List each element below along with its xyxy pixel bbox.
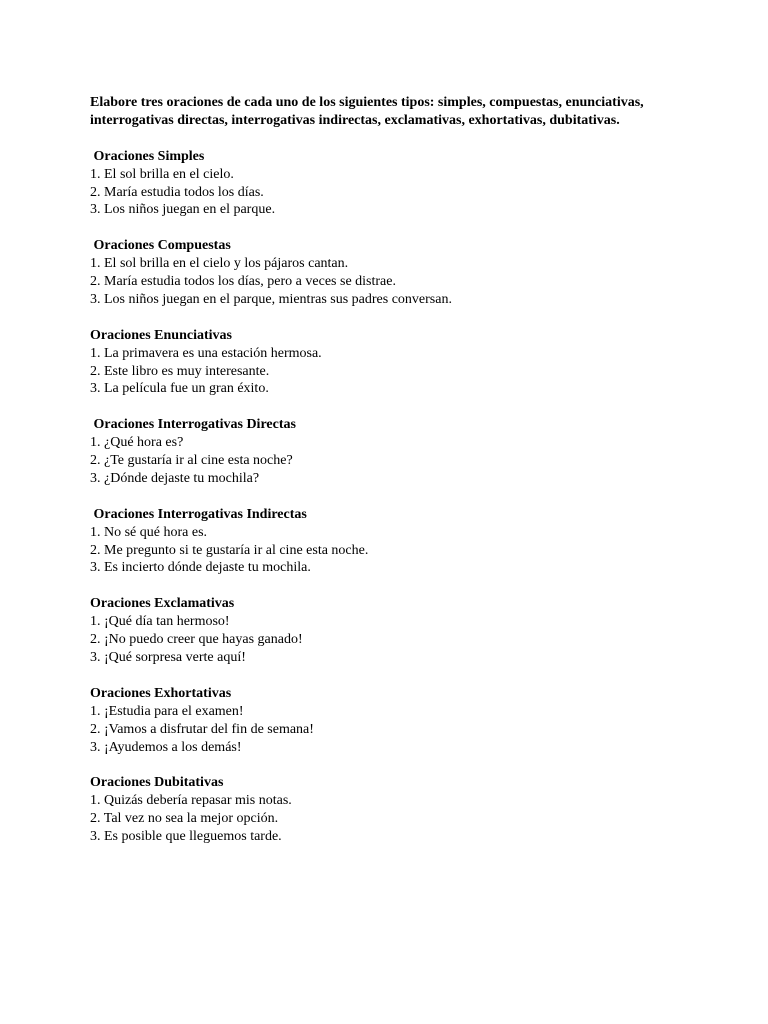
sentence-list (90, 166, 690, 220)
sentence-item: 1. El sol brilla en el cielo y los pájaros cantan. (90, 256, 349, 272)
sentence-list (90, 792, 690, 846)
sentence-item: 1. Quizás debería repasar mis notas. (90, 793, 292, 809)
sentence-list (90, 345, 690, 399)
section-dubitativas (90, 774, 690, 846)
section-compuestas (90, 237, 690, 309)
section-exhortativas (90, 685, 690, 757)
section-enunciativas (90, 327, 690, 399)
section-heading: Oraciones Exclamativas (90, 596, 235, 612)
sentence-item: 3. ¿Dónde dejaste tu mochila? (90, 470, 260, 486)
sentence-item: 1. ¿Qué hora es? (90, 435, 184, 451)
sentence-list (90, 524, 690, 578)
sentence-list (90, 613, 690, 667)
sentence-item: 2. Este libro es muy interesante. (90, 363, 270, 379)
section-heading: Oraciones Interrogativas Directas (90, 417, 296, 433)
sentence-item: 3. Los niños juegan en el parque, mientras sus padres conversan. (90, 291, 452, 307)
section-heading: Oraciones Dubitativas (90, 775, 224, 791)
section-interrogativas-directas (90, 416, 690, 488)
sentence-item: 1. La primavera es una estación hermosa. (90, 345, 322, 361)
sentence-item: 1. ¡Estudia para el examen! (90, 703, 244, 719)
sentence-item: 2. Tal vez no sea la mejor opción. (90, 811, 279, 827)
sentence-item: 2. María estudia todos los días, pero a veces se distrae. (90, 274, 396, 290)
sentence-item: 3. Los niños juegan en el parque. (90, 202, 276, 218)
sentence-item: 2. ¿Te gustaría ir al cine esta noche? (90, 453, 293, 469)
section-exclamativas (90, 595, 690, 667)
sentence-list (90, 703, 690, 757)
section-heading: Oraciones Interrogativas Indirectas (90, 506, 307, 522)
section-simples (90, 148, 690, 220)
sentence-item: 3. ¡Qué sorpresa verte aquí! (90, 650, 246, 665)
section-heading: Oraciones Enunciativas (90, 327, 232, 343)
section-interrogativas-indirectas (90, 506, 690, 578)
document-page (90, 94, 690, 846)
sentence-item: 1. El sol brilla en el cielo. (90, 166, 234, 182)
sentence-item: 3. Es posible que lleguemos tarde. (90, 829, 282, 845)
sentence-item: 2. María estudia todos los días. (90, 184, 264, 200)
sentence-item: 3. ¡Ayudemos a los demás! (90, 739, 242, 755)
sentence-item: 2. Me pregunto si te gustaría ir al cine esta noche. (90, 542, 369, 558)
sentence-item: 1. ¡Qué día tan hermoso! (90, 614, 230, 630)
section-heading: Oraciones Exhortativas (90, 685, 232, 701)
sentence-item: 1. No sé qué hora es. (90, 524, 208, 540)
sentence-item: 3. Es incierto dónde dejaste tu mochila. (90, 560, 311, 576)
sentence-item: 2. ¡Vamos a disfrutar del fin de semana! (90, 721, 314, 737)
sentence-item: 2. ¡No puedo creer que hayas ganado! (90, 632, 303, 648)
sentence-list (90, 255, 690, 309)
section-heading: Oraciones Compuestas (90, 238, 231, 254)
sentence-list (90, 434, 690, 488)
sentence-item: 3. La película fue un gran éxito. (90, 381, 269, 397)
instructions-paragraph: Elabore tres oraciones de cada uno de los siguientes tipos: simples, compuestas, enunciativas, interrogativas directas, interrogativas indirectas, exclamativas, exhortativas, dubitativas. (90, 95, 644, 128)
section-heading: Oraciones Simples (90, 148, 205, 164)
